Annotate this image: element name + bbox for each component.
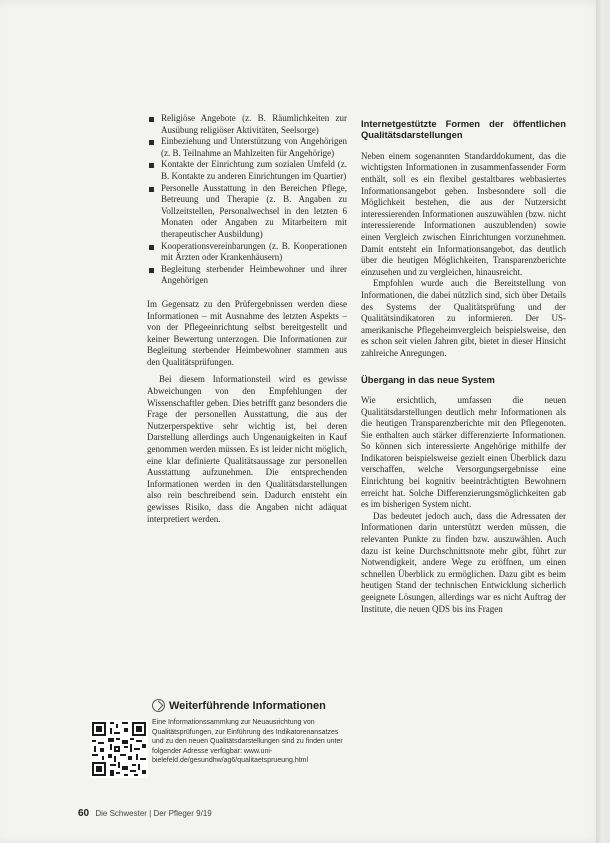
bullet-list — [147, 113, 347, 287]
arrow-circle-icon — [152, 699, 165, 712]
page-footer — [78, 808, 212, 819]
info-box-header — [152, 699, 326, 712]
info-box — [90, 699, 348, 787]
paragraph: Das bedeutet jedoch auch, dass die Adressaten der Informationen darin unterstützt werden müssen, die relevanten Punkte zu finden bzw. auszuwählen. Auch dazu ist keine Durchschnittsnote mehr gibt, führt zur Notwendigkeit, andere Wege zu eröffnen, um einen schnellen Überblick zu ermöglichen. Dazu gibt es beim heutigen Stand der technischen Entwicklung sicherlich geeignete Lösungen, allerdings war es nicht Auftrag der Institute, die neuen QDS bis ins Fragen — [361, 510, 566, 614]
publication-name: Die Schwester | Der Pfleger 9/19 — [95, 809, 212, 818]
bullet-item: Einbeziehung und Unterstützung von Angehörigen (z. B. Teilnahme an Mahlzeiten für Angehörige) — [147, 136, 347, 159]
section-heading: Übergang in das neue System — [361, 373, 495, 385]
bullet-item: Religiöse Angebote (z. B. Räumlichkeiten zur Ausübung religiöser Aktivitäten, Seelsorge) — [147, 113, 347, 136]
page-edge — [596, 0, 604, 843]
left-column — [147, 113, 347, 525]
paragraph: Neben einem sogenannten Standarddokument, das die wichtigsten Informationen in zusammenfassender Form enthält, soll es ein flexibel gestaltbares webbasiertes Informationsangebot geben. Insbesondere soll die Möglichkeit bestehen, die aus der Nutzersicht interessierenden Informationen auszuwählen (bzw. nicht interessierende Informationen auszublenden) sowie einen Vergleich zwischen Einrichtungen vorzunehmen. Damit entsteht ein Informationsangebot, das deutlich über die heutigen Möglichkeiten, Transparenzberichte einzusehen und zu vergleichen, hinausreicht. — [361, 150, 566, 277]
right-column — [361, 118, 566, 615]
paragraph: Bei diesem Informationsteil wird es gewisse Abweichungen von den Empfehlungen der Wissenschaftler geben. Dies betrifft ganz besonders die Frage der personellen Ausstattung, die aus der Nutzerperspektive sehr wichtig ist, bei deren Darstellung allerdings auch Ungenauigkeiten in Kauf genommen werden müssen. Es ist leider nicht möglich, eine klar definierte Qualitätsaussage zur personellen Ausstattung aufzunehmen. Die entsprechenden Informationen werden in den Qualitätsdarstellungen also rein beschreibend sein. Dadurch entsteht ein gewisses Risiko, dass die Angaben nicht adäquat interpretiert werden. — [147, 374, 347, 524]
bullet-item: Personelle Ausstattung in den Bereichen Pflege, Betreuung und Therapie (z. B. Angaben zu Vollzeitstellen, Personalwechsel in den letzten 6 Monaten oder Angaben zu Mitarbeitern mit therapeutischer Ausbildung) — [147, 183, 347, 241]
paragraph: Im Gegensatz zu den Prüfergebnissen werden diese Informationen – mit Ausnahme des letzten Aspekts – von der Pflegeeinrichtung selbst bereitgestellt und keiner Bewertung unterzogen. Die Informationen zur Begleitung sterbender Heimbewohner stammen aus den Qualitätsprüfungen. — [147, 298, 347, 367]
paragraph: Wie ersichtlich, umfassen die neuen Qualitätsdarstellungen deutlich mehr Informationen als die heutigen Transparenzberichte mit den Pflegenoten. Sie enthalten auch stärker differenzierte Informationen. So können sich interessierte Angehörige mithilfe der Indikatoren beispielsweise gezielt einen Überblick dazu verschaffen, welche Versorgungsergebnisse eine Einrichtung bei kognitiv beeinträchtigten Bewohnern erreicht hat. Solche Differenzierungsmöglichkeiten gab es im bisherigen System nicht. — [361, 394, 566, 510]
section-heading: Internetgestützte Formen der öffentlichen Qualitätsdarstellungen — [361, 118, 566, 141]
bullet-item: Kontakte der Einrichtung zum sozialen Umfeld (z. B. Kontakte zu anderen Einrichtungen im Quartier) — [147, 159, 347, 182]
page-number: 60 — [78, 808, 90, 819]
info-box-text: Eine Informationssammlung zur Neuausrichtung von Qualitätsprüfungen, zur Einführung des Indikatorenansatzes und zu den neuen Qualitätsdarstellungen sind zu finden unter folgender Adresse verfügbar: www.uni-bielefeld.de/gesundhw/ag6/qualitaetsprueung.html — [152, 719, 343, 765]
bullet-item: Begleitung sterbender Heimbewohner und ihrer Angehörigen — [147, 264, 347, 287]
info-box-title: Weiterführende Informationen — [169, 699, 326, 712]
bullet-item: Kooperationsvereinbarungen (z. B. Kooperationen mit Ärzten oder Krankenhäusern) — [147, 241, 347, 264]
paragraph: Empfohlen wurde auch die Bereitstellung von Informationen, die dabei nützlich sind, sich über Details des Systems der Qualitätsprüfung und der Qualitätsindikatoren zu informieren. Der US-amerikanische Pflegeheimvergleich beispielsweise, den es schon seit vielen Jahren gibt, bietet in dieser Hinsicht zahlreiche Anregungen. — [361, 278, 566, 358]
qr-code-icon — [90, 720, 148, 778]
